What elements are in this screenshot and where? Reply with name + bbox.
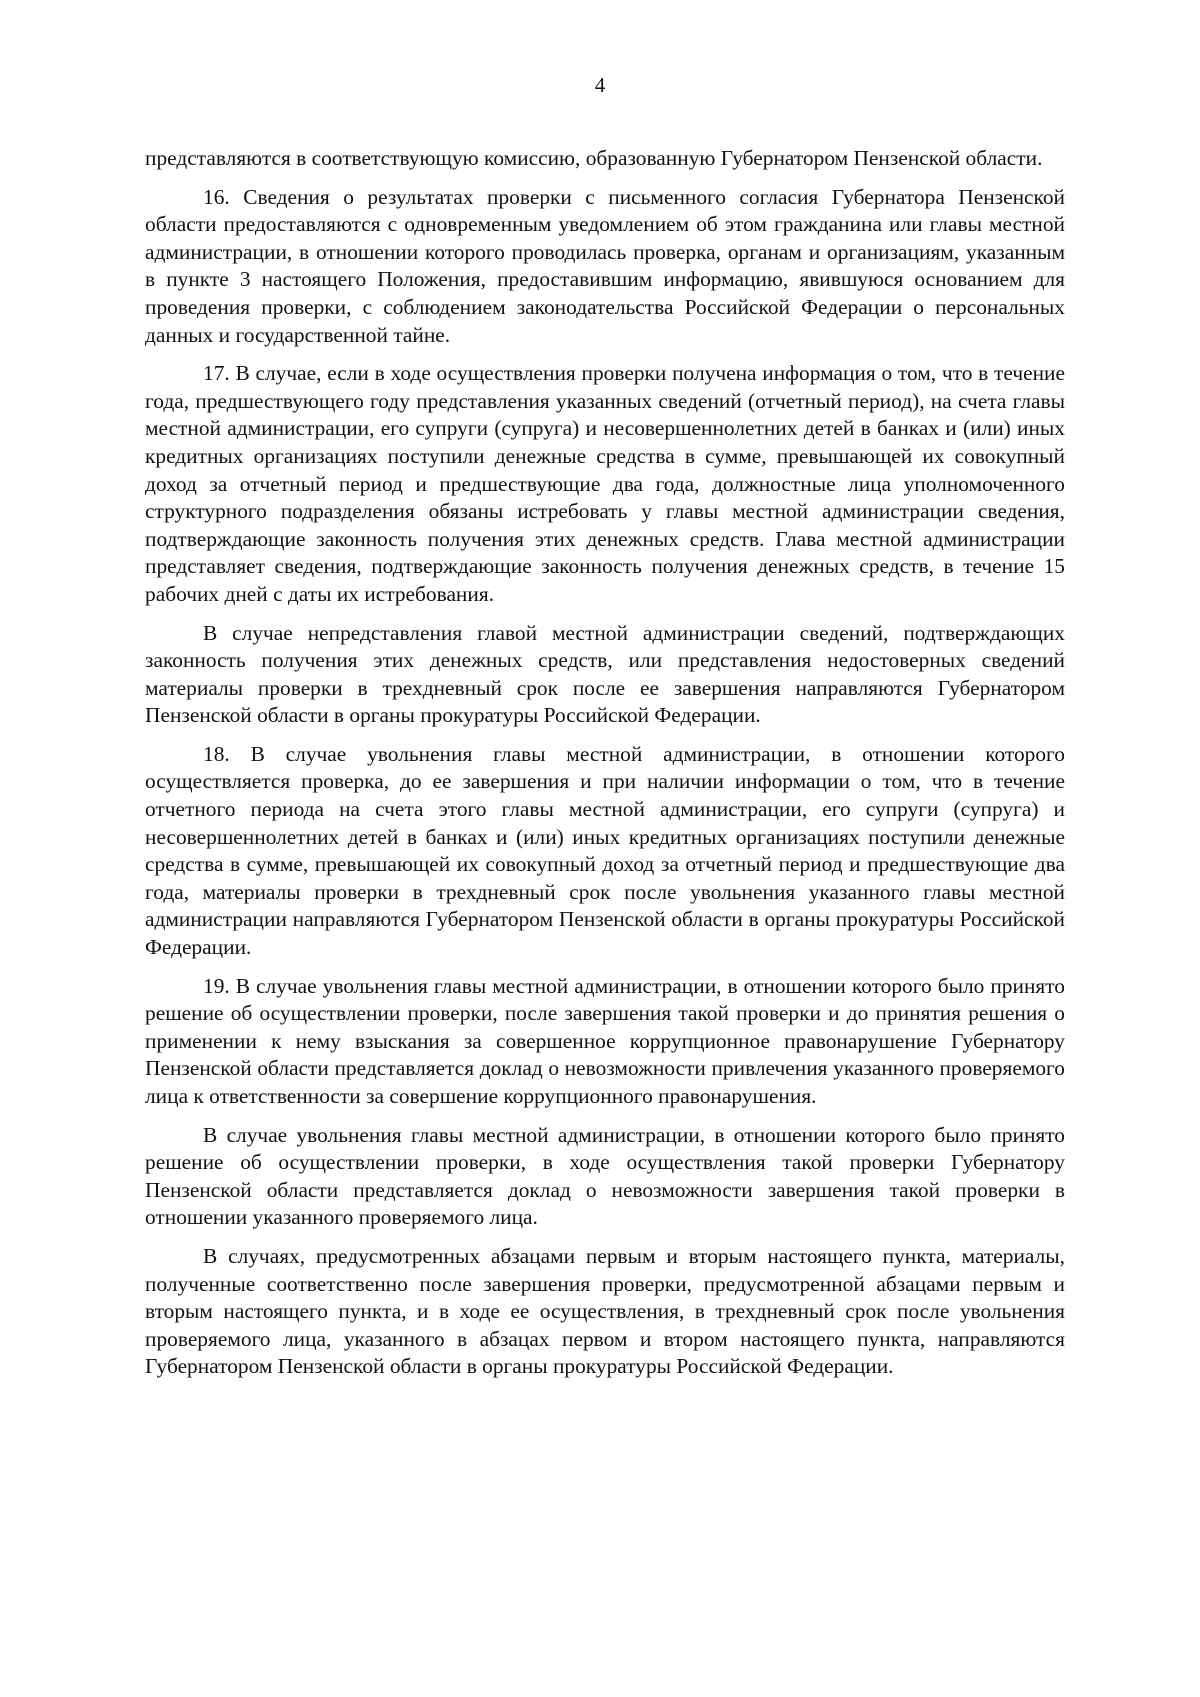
- paragraph-19: 19. В случае увольнения главы местной администрации, в отношении которого было принято решение об осуществлении проверки, после завершения такой проверки и до принятия решения о применении к нему взыскания за совершенное коррупционное правонарушение Губернатору Пензенской области представляется доклад о невозможности привлечения указанного проверяемого лица к ответственности за совершение коррупционного правонарушения.: [145, 973, 1065, 1108]
- paragraph-16: 16. Сведения о результатах проверки с письменного согласия Губернатора Пензенской области предоставляются с одновременным уведомлением об этом гражданина или главы местной администрации, в отношении которого проводилась проверка, органам и организациям, указанным в пункте 3 настоящего Положения, предоставившим информацию, явившуюся основанием для проведения проверки, с соблюдением законодательства Российской Федерации о персональных данных и государственной тайне.: [145, 184, 1065, 347]
- document-body: [145, 145, 1065, 1392]
- paragraph-17-second: В случае непредставления главой местной администрации сведений, подтверждающих законность получения этих денежных средств, или представления недостоверных сведений материалы проверки в трехдневный срок после ее завершения направляются Губернатором Пензенской области в органы прокуратуры Российской Федерации.: [145, 620, 1065, 728]
- paragraph-17: 17. В случае, если в ходе осуществления проверки получена информация о том, что в течение года, предшествующего году представления указанных сведений (отчетный период), на счета главы местной администрации, его супруги (супруга) и несовершеннолетних детей в банках и (или) иных кредитных организациях поступили денежные средства в сумме, превышающей их совокупный доход за отчетный период и предшествующие два года, должностные лица уполномоченного структурного подразделения обязаны истребовать у главы местной администрации сведения, подтверждающие законность получения этих денежных средств. Глава местной администрации представляет сведения, подтверждающие законность получения денежных средств, в течение 15 рабочих дней с даты их истребования.: [145, 361, 1065, 606]
- paragraph-19-second: В случае увольнения главы местной администрации, в отношении которого было принято решение об осуществлении проверки, в ходе осуществления такой проверки Губернатору Пензенской области представляется доклад о невозможности завершения такой проверки в отношении указанного проверяемого лица.: [145, 1122, 1065, 1230]
- paragraph-18: 18. В случае увольнения главы местной администрации, в отношении которого осуществляется проверка, до ее завершения и при наличии информации о том, что в течение отчетного периода на счета этого главы местной администрации, его супруги (супруга) и несовершеннолетних детей в банках и (или) иных кредитных организациях поступили денежные средства в сумме, превышающей их совокупный доход за отчетный период и предшествующие два года, материалы проверки в трехдневный срок после увольнения указанного главы местной администрации направляются Губернатором Пензенской области в органы прокуратуры Российской Федерации.: [145, 741, 1065, 960]
- paragraph-continuation: представляются в соответствующую комиссию, образованную Губернатором Пензенской области.: [145, 146, 1043, 170]
- paragraph-19-third: В случаях, предусмотренных абзацами первым и вторым настоящего пункта, материалы, полученные соответственно после завершения проверки, предусмотренной абзацами первым и вторым настоящего пункта, и в ходе ее осуществления, в трехдневный срок после увольнения проверяемого лица, указанного в абзацах первом и втором настоящего пункта, направляются Губернатором Пензенской области в органы прокуратуры Российской Федерации.: [145, 1243, 1065, 1379]
- page-number: 4: [594, 73, 606, 97]
